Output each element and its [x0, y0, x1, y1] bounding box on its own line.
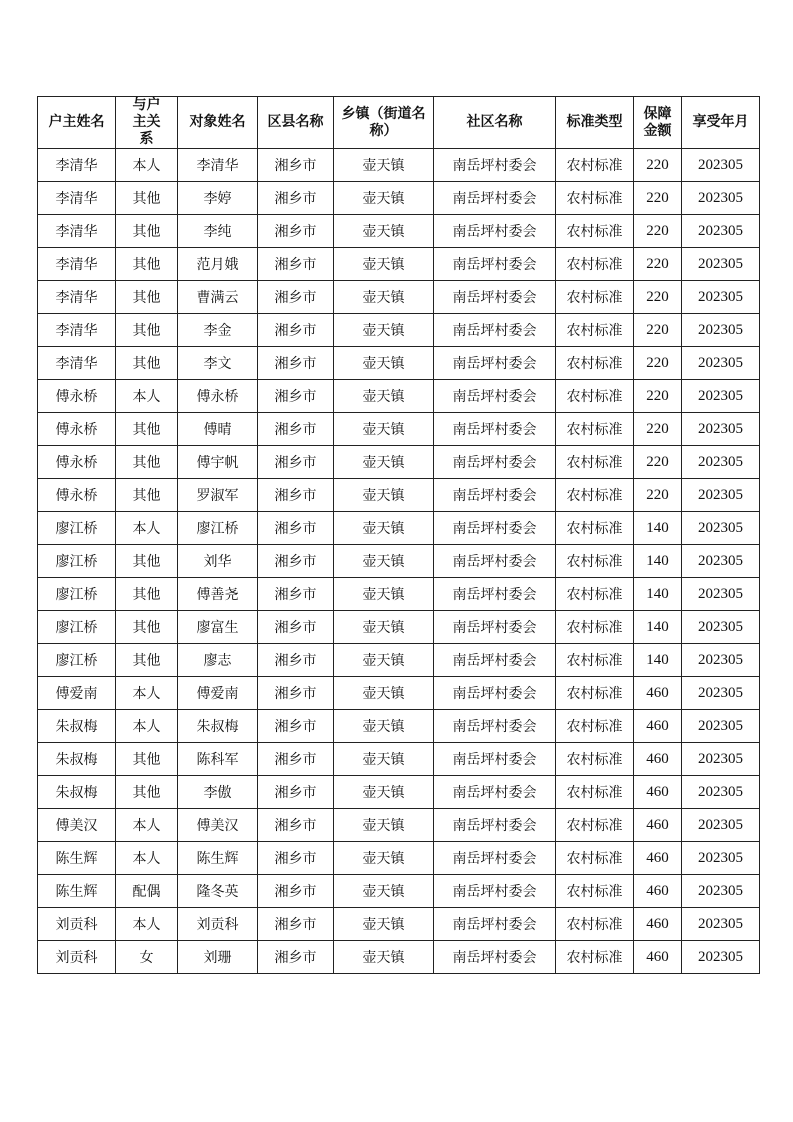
cell-township: 壶天镇: [334, 149, 434, 182]
table-row: [38, 710, 760, 743]
cell-recipient-name: 刘贡科: [178, 908, 258, 941]
cell-period: 202305: [682, 908, 760, 941]
cell-household-head: 李清华: [38, 215, 116, 248]
cell-township: 壶天镇: [334, 281, 434, 314]
cell-period: 202305: [682, 545, 760, 578]
cell-period: 202305: [682, 776, 760, 809]
cell-relation: 其他: [116, 446, 178, 479]
cell-standard-type: 农村标准: [556, 842, 634, 875]
cell-household-head: 朱叔梅: [38, 710, 116, 743]
cell-community: 南岳坪村委会: [434, 314, 556, 347]
cell-standard-type: 农村标准: [556, 644, 634, 677]
table-row: [38, 776, 760, 809]
cell-period: 202305: [682, 941, 760, 974]
cell-township: 壶天镇: [334, 545, 434, 578]
cell-household-head: 傅爱南: [38, 677, 116, 710]
cell-standard-type: 农村标准: [556, 314, 634, 347]
cell-standard-type: 农村标准: [556, 380, 634, 413]
cell-community: 南岳坪村委会: [434, 941, 556, 974]
cell-relation: 其他: [116, 611, 178, 644]
cell-household-head: 李清华: [38, 182, 116, 215]
cell-community: 南岳坪村委会: [434, 446, 556, 479]
cell-township: 壶天镇: [334, 875, 434, 908]
cell-township: 壶天镇: [334, 380, 434, 413]
cell-amount: 220: [634, 281, 682, 314]
cell-community: 南岳坪村委会: [434, 545, 556, 578]
cell-period: 202305: [682, 710, 760, 743]
cell-amount: 220: [634, 446, 682, 479]
table-row: [38, 875, 760, 908]
cell-community: 南岳坪村委会: [434, 611, 556, 644]
cell-community: 南岳坪村委会: [434, 479, 556, 512]
cell-amount: 140: [634, 578, 682, 611]
table-row: [38, 743, 760, 776]
cell-township: 壶天镇: [334, 842, 434, 875]
cell-period: 202305: [682, 578, 760, 611]
cell-recipient-name: 李婷: [178, 182, 258, 215]
table-row: [38, 182, 760, 215]
cell-amount: 220: [634, 182, 682, 215]
table-row: [38, 842, 760, 875]
cell-community: 南岳坪村委会: [434, 281, 556, 314]
cell-household-head: 廖江桥: [38, 578, 116, 611]
cell-township: 壶天镇: [334, 677, 434, 710]
cell-recipient-name: 陈科军: [178, 743, 258, 776]
cell-community: 南岳坪村委会: [434, 875, 556, 908]
cell-period: 202305: [682, 809, 760, 842]
cell-household-head: 李清华: [38, 281, 116, 314]
cell-recipient-name: 曹满云: [178, 281, 258, 314]
cell-recipient-name: 李文: [178, 347, 258, 380]
cell-relation: 本人: [116, 677, 178, 710]
table-body: [38, 149, 760, 974]
cell-community: 南岳坪村委会: [434, 248, 556, 281]
cell-community: 南岳坪村委会: [434, 908, 556, 941]
cell-township: 壶天镇: [334, 479, 434, 512]
cell-county: 湘乡市: [258, 809, 334, 842]
cell-county: 湘乡市: [258, 941, 334, 974]
header-amount: 保障金额: [634, 97, 682, 149]
table-row: [38, 248, 760, 281]
cell-relation: 其他: [116, 743, 178, 776]
table-row: [38, 446, 760, 479]
cell-community: 南岳坪村委会: [434, 215, 556, 248]
cell-township: 壶天镇: [334, 908, 434, 941]
cell-relation: 本人: [116, 710, 178, 743]
table-row: [38, 677, 760, 710]
cell-relation: 其他: [116, 776, 178, 809]
cell-amount: 220: [634, 347, 682, 380]
cell-amount: 220: [634, 215, 682, 248]
cell-recipient-name: 李清华: [178, 149, 258, 182]
header-recipient-name: 对象姓名: [178, 97, 258, 149]
cell-standard-type: 农村标准: [556, 611, 634, 644]
header-relation: 与户主关系: [116, 97, 178, 149]
cell-community: 南岳坪村委会: [434, 677, 556, 710]
cell-relation: 其他: [116, 281, 178, 314]
cell-amount: 460: [634, 908, 682, 941]
cell-township: 壶天镇: [334, 743, 434, 776]
cell-amount: 220: [634, 248, 682, 281]
cell-amount: 140: [634, 545, 682, 578]
cell-household-head: 傅永桥: [38, 380, 116, 413]
cell-household-head: 傅美汉: [38, 809, 116, 842]
header-community: 社区名称: [434, 97, 556, 149]
cell-relation: 其他: [116, 644, 178, 677]
table-row: [38, 347, 760, 380]
cell-amount: 460: [634, 809, 682, 842]
cell-period: 202305: [682, 413, 760, 446]
table-row: [38, 281, 760, 314]
cell-community: 南岳坪村委会: [434, 347, 556, 380]
cell-recipient-name: 朱叔梅: [178, 710, 258, 743]
cell-period: 202305: [682, 248, 760, 281]
cell-recipient-name: 傅永桥: [178, 380, 258, 413]
cell-county: 湘乡市: [258, 479, 334, 512]
cell-household-head: 李清华: [38, 149, 116, 182]
cell-recipient-name: 傅宇帆: [178, 446, 258, 479]
cell-relation: 本人: [116, 380, 178, 413]
table-row: [38, 479, 760, 512]
cell-county: 湘乡市: [258, 182, 334, 215]
cell-amount: 220: [634, 413, 682, 446]
cell-period: 202305: [682, 149, 760, 182]
cell-amount: 140: [634, 644, 682, 677]
cell-recipient-name: 李纯: [178, 215, 258, 248]
cell-township: 壶天镇: [334, 941, 434, 974]
cell-community: 南岳坪村委会: [434, 413, 556, 446]
cell-household-head: 李清华: [38, 314, 116, 347]
table-row: [38, 611, 760, 644]
cell-household-head: 陈生辉: [38, 875, 116, 908]
cell-township: 壶天镇: [334, 710, 434, 743]
cell-amount: 140: [634, 611, 682, 644]
header-township: 乡镇（街道名称）: [334, 97, 434, 149]
cell-period: 202305: [682, 512, 760, 545]
cell-relation: 本人: [116, 512, 178, 545]
table-row: [38, 578, 760, 611]
cell-township: 壶天镇: [334, 644, 434, 677]
cell-relation: 其他: [116, 578, 178, 611]
cell-recipient-name: 傅善尧: [178, 578, 258, 611]
cell-amount: 220: [634, 314, 682, 347]
cell-period: 202305: [682, 182, 760, 215]
cell-community: 南岳坪村委会: [434, 776, 556, 809]
cell-standard-type: 农村标准: [556, 281, 634, 314]
cell-period: 202305: [682, 677, 760, 710]
cell-household-head: 廖江桥: [38, 512, 116, 545]
cell-township: 壶天镇: [334, 347, 434, 380]
cell-community: 南岳坪村委会: [434, 149, 556, 182]
cell-township: 壶天镇: [334, 182, 434, 215]
table-row: [38, 644, 760, 677]
cell-relation: 女: [116, 941, 178, 974]
table-row: [38, 809, 760, 842]
header-county: 区县名称: [258, 97, 334, 149]
cell-standard-type: 农村标准: [556, 149, 634, 182]
cell-household-head: 朱叔梅: [38, 743, 116, 776]
cell-recipient-name: 傅爱南: [178, 677, 258, 710]
cell-standard-type: 农村标准: [556, 182, 634, 215]
cell-household-head: 朱叔梅: [38, 776, 116, 809]
assistance-roster-table: [37, 96, 760, 974]
cell-community: 南岳坪村委会: [434, 743, 556, 776]
cell-county: 湘乡市: [258, 611, 334, 644]
cell-relation: 其他: [116, 248, 178, 281]
cell-period: 202305: [682, 446, 760, 479]
cell-amount: 220: [634, 479, 682, 512]
cell-recipient-name: 范月娥: [178, 248, 258, 281]
cell-recipient-name: 廖志: [178, 644, 258, 677]
cell-county: 湘乡市: [258, 347, 334, 380]
cell-recipient-name: 李傲: [178, 776, 258, 809]
table-row: [38, 413, 760, 446]
cell-county: 湘乡市: [258, 776, 334, 809]
header-period: 享受年月: [682, 97, 760, 149]
cell-standard-type: 农村标准: [556, 248, 634, 281]
cell-household-head: 李清华: [38, 347, 116, 380]
cell-recipient-name: 廖江桥: [178, 512, 258, 545]
cell-township: 壶天镇: [334, 248, 434, 281]
cell-recipient-name: 廖富生: [178, 611, 258, 644]
cell-amount: 140: [634, 512, 682, 545]
cell-period: 202305: [682, 875, 760, 908]
cell-amount: 460: [634, 710, 682, 743]
cell-recipient-name: 傅美汉: [178, 809, 258, 842]
cell-county: 湘乡市: [258, 512, 334, 545]
cell-standard-type: 农村标准: [556, 578, 634, 611]
cell-community: 南岳坪村委会: [434, 842, 556, 875]
table-row: [38, 545, 760, 578]
cell-relation: 本人: [116, 149, 178, 182]
cell-period: 202305: [682, 215, 760, 248]
cell-amount: 220: [634, 380, 682, 413]
cell-community: 南岳坪村委会: [434, 380, 556, 413]
header-standard-type: 标准类型: [556, 97, 634, 149]
cell-household-head: 廖江桥: [38, 545, 116, 578]
cell-standard-type: 农村标准: [556, 347, 634, 380]
cell-relation: 其他: [116, 479, 178, 512]
cell-standard-type: 农村标准: [556, 446, 634, 479]
cell-period: 202305: [682, 743, 760, 776]
cell-period: 202305: [682, 314, 760, 347]
cell-community: 南岳坪村委会: [434, 578, 556, 611]
table-row: [38, 215, 760, 248]
cell-township: 壶天镇: [334, 578, 434, 611]
cell-recipient-name: 陈生辉: [178, 842, 258, 875]
cell-standard-type: 农村标准: [556, 776, 634, 809]
table-row: [38, 149, 760, 182]
cell-standard-type: 农村标准: [556, 941, 634, 974]
cell-township: 壶天镇: [334, 512, 434, 545]
cell-county: 湘乡市: [258, 413, 334, 446]
cell-county: 湘乡市: [258, 215, 334, 248]
cell-county: 湘乡市: [258, 149, 334, 182]
cell-standard-type: 农村标准: [556, 512, 634, 545]
cell-township: 壶天镇: [334, 215, 434, 248]
cell-county: 湘乡市: [258, 281, 334, 314]
cell-recipient-name: 傅晴: [178, 413, 258, 446]
cell-county: 湘乡市: [258, 314, 334, 347]
cell-community: 南岳坪村委会: [434, 710, 556, 743]
cell-county: 湘乡市: [258, 380, 334, 413]
cell-relation: 其他: [116, 545, 178, 578]
table-row: [38, 512, 760, 545]
cell-standard-type: 农村标准: [556, 413, 634, 446]
cell-community: 南岳坪村委会: [434, 512, 556, 545]
cell-county: 湘乡市: [258, 248, 334, 281]
cell-relation: 其他: [116, 182, 178, 215]
cell-standard-type: 农村标准: [556, 908, 634, 941]
cell-township: 壶天镇: [334, 446, 434, 479]
cell-standard-type: 农村标准: [556, 875, 634, 908]
cell-relation: 其他: [116, 413, 178, 446]
cell-county: 湘乡市: [258, 446, 334, 479]
cell-relation: 其他: [116, 347, 178, 380]
cell-recipient-name: 罗淑军: [178, 479, 258, 512]
cell-amount: 460: [634, 776, 682, 809]
cell-household-head: 李清华: [38, 248, 116, 281]
cell-standard-type: 农村标准: [556, 545, 634, 578]
cell-standard-type: 农村标准: [556, 743, 634, 776]
cell-county: 湘乡市: [258, 710, 334, 743]
cell-amount: 460: [634, 842, 682, 875]
cell-standard-type: 农村标准: [556, 677, 634, 710]
table-row: [38, 314, 760, 347]
cell-period: 202305: [682, 611, 760, 644]
cell-amount: 460: [634, 941, 682, 974]
cell-household-head: 刘贡科: [38, 908, 116, 941]
cell-recipient-name: 刘华: [178, 545, 258, 578]
cell-relation: 配偶: [116, 875, 178, 908]
cell-recipient-name: 李金: [178, 314, 258, 347]
cell-amount: 460: [634, 875, 682, 908]
cell-relation: 其他: [116, 314, 178, 347]
cell-township: 壶天镇: [334, 413, 434, 446]
cell-standard-type: 农村标准: [556, 710, 634, 743]
cell-county: 湘乡市: [258, 545, 334, 578]
cell-household-head: 傅永桥: [38, 413, 116, 446]
cell-community: 南岳坪村委会: [434, 644, 556, 677]
cell-county: 湘乡市: [258, 677, 334, 710]
cell-period: 202305: [682, 281, 760, 314]
cell-period: 202305: [682, 644, 760, 677]
header-row: [38, 97, 760, 149]
cell-period: 202305: [682, 380, 760, 413]
table-header: [38, 97, 760, 149]
cell-township: 壶天镇: [334, 809, 434, 842]
cell-township: 壶天镇: [334, 314, 434, 347]
cell-standard-type: 农村标准: [556, 215, 634, 248]
cell-period: 202305: [682, 347, 760, 380]
cell-household-head: 陈生辉: [38, 842, 116, 875]
cell-county: 湘乡市: [258, 842, 334, 875]
cell-community: 南岳坪村委会: [434, 182, 556, 215]
table-row: [38, 908, 760, 941]
cell-recipient-name: 刘珊: [178, 941, 258, 974]
cell-county: 湘乡市: [258, 908, 334, 941]
cell-amount: 220: [634, 149, 682, 182]
table-row: [38, 380, 760, 413]
cell-amount: 460: [634, 743, 682, 776]
cell-standard-type: 农村标准: [556, 809, 634, 842]
cell-relation: 本人: [116, 809, 178, 842]
cell-township: 壶天镇: [334, 611, 434, 644]
cell-county: 湘乡市: [258, 644, 334, 677]
cell-standard-type: 农村标准: [556, 479, 634, 512]
cell-household-head: 傅永桥: [38, 446, 116, 479]
cell-county: 湘乡市: [258, 875, 334, 908]
cell-county: 湘乡市: [258, 743, 334, 776]
cell-household-head: 傅永桥: [38, 479, 116, 512]
cell-community: 南岳坪村委会: [434, 809, 556, 842]
cell-township: 壶天镇: [334, 776, 434, 809]
cell-household-head: 廖江桥: [38, 611, 116, 644]
cell-household-head: 廖江桥: [38, 644, 116, 677]
cell-household-head: 刘贡科: [38, 941, 116, 974]
cell-period: 202305: [682, 842, 760, 875]
header-household-head: 户主姓名: [38, 97, 116, 149]
cell-period: 202305: [682, 479, 760, 512]
cell-relation: 本人: [116, 842, 178, 875]
cell-relation: 其他: [116, 215, 178, 248]
cell-amount: 460: [634, 677, 682, 710]
cell-relation: 本人: [116, 908, 178, 941]
table-row: [38, 941, 760, 974]
cell-county: 湘乡市: [258, 578, 334, 611]
cell-recipient-name: 隆冬英: [178, 875, 258, 908]
